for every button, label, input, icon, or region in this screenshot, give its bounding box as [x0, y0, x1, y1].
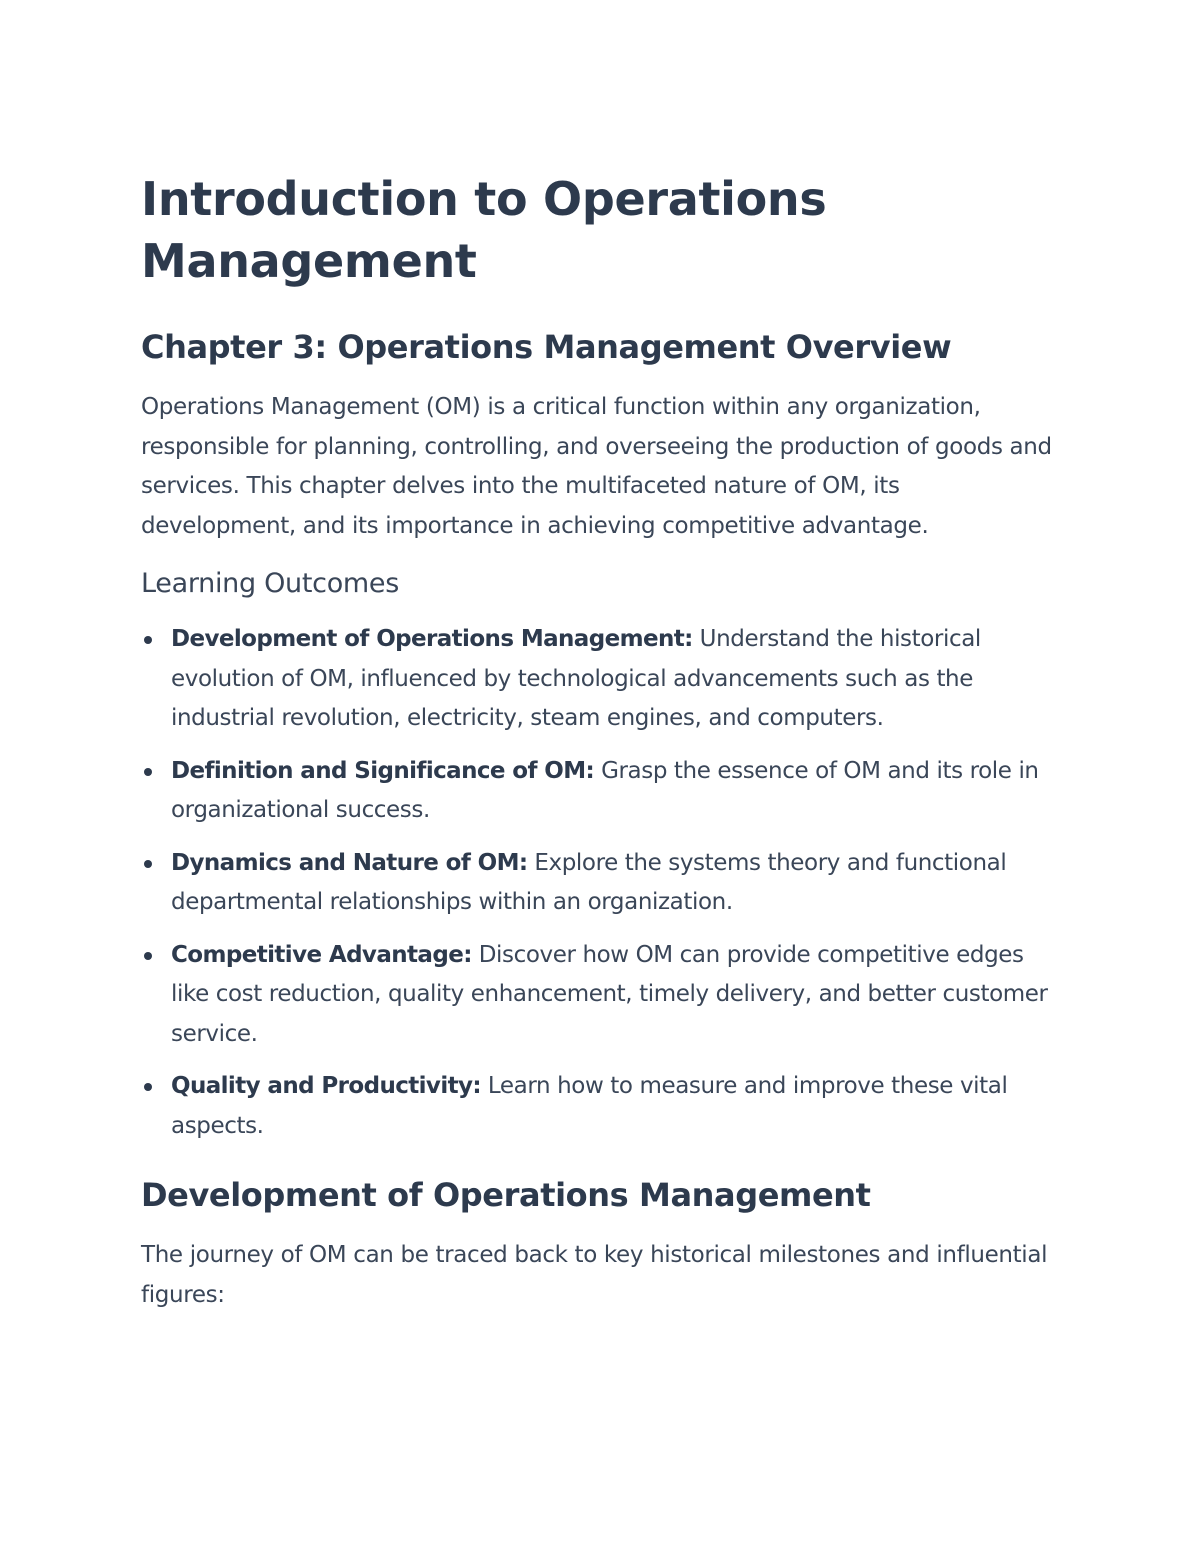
- outcome-term: Dynamics and Nature of OM:: [171, 849, 528, 876]
- learning-outcomes-list: [141, 620, 1060, 1146]
- outcome-term: Competitive Advantage:: [171, 941, 472, 968]
- outcome-text: Learn how to measure and improve these vital aspects.: [171, 1073, 1008, 1139]
- bullet-icon: [144, 636, 152, 644]
- bullet-icon: [144, 768, 152, 776]
- outcome-term: Quality and Productivity:: [171, 1073, 481, 1099]
- outcome-text: Understand the historical evolution of OM, influenced by technological advancements such as the industrial revolution, electricity, steam engines, and computers.: [171, 626, 981, 731]
- bullet-icon: [144, 952, 152, 960]
- outcome-term: Development of Operations Management:: [171, 626, 693, 652]
- outcome-text: Discover how OM can provide competitive edges like cost reduction, quality enhancement, timely delivery, and better customer service.: [171, 941, 1048, 1047]
- list-item: [141, 936, 1060, 1055]
- list-item: [141, 844, 1060, 923]
- development-paragraph: The journey of OM can be traced back to key historical milestones and influential figures:: [141, 1242, 1048, 1308]
- development-heading: Development of Operations Management: [141, 1176, 871, 1214]
- learning-outcomes-heading: Learning Outcomes: [141, 568, 399, 599]
- document-title: Introduction to Operations Management: [141, 172, 827, 288]
- bullet-icon: [144, 1083, 152, 1091]
- chapter-heading: Chapter 3: Operations Management Overview: [141, 328, 952, 366]
- list-item: [141, 1067, 1060, 1146]
- outcome-text: Explore the systems theory and functional departmental relationships within an organization.: [171, 849, 1007, 915]
- outcome-text: Grasp the essence of OM and its role in organizational success.: [171, 757, 1039, 823]
- outcome-term: Definition and Significance of OM:: [171, 757, 595, 784]
- list-item: [141, 752, 1060, 831]
- list-item: [141, 620, 1060, 739]
- bullet-icon: [144, 860, 152, 868]
- intro-paragraph: Operations Management (OM) is a critical function within any organization, responsible for planning, controlling, and overseeing the production of goods and services. This chapter delves into the multifaceted nature of OM, its development, and its importance in achieving competitive advantage.: [141, 394, 1052, 539]
